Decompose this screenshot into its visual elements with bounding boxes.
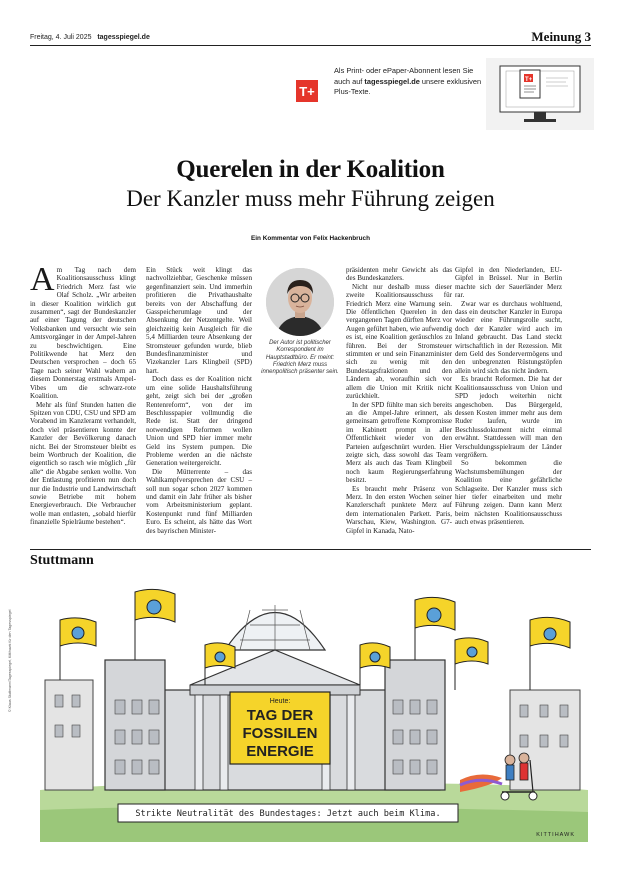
site-name[interactable]: tagesspiegel.de [97, 34, 150, 41]
paragraph: Es braucht mehr Präsenz von Merz. In den ersten Wochen seiner Kanzlerschaft punktete Merz auf dem internationalen Parkett. Paris, Warschau, Kiew, Washington. G7-Gipfel in Kanada, Nato- [346, 484, 452, 535]
paragraph: In der SPD fühlte man sich bereits an die Ampel-Jahre erinnert, als gemeinsam getroffene Kompromisse im Kabinett prompt in aller Öffentlichkeit wieder von den Parteien aufgeschnürt wurden. Hier zeigte sich, dass sowohl das Team Merz als auch das Team Klingbeil noch kaum Regierungserfahrung besitzt. [346, 400, 452, 485]
paragraph: m Tag nach dem Koalitionsausschuss klingt Friedrich Merz fast wie Olaf Scholz. „Wir arbeiten in dieser Koalition wirklich gut zusammen“, sagt der Bundeskanzler auf einer Tagung der deutschen Volksbanken und versucht wie sein Amtsvorgänger in der Ampel-Jahren zu beschwichtigen. Eine Politikwende hat Merz den Deutschen versprochen – doch 65 Tage nach seiner Wahl wabern an diesem Donnerstag erstmals Ampel-Vibes um die schwarz-rote Koalition. [30, 266, 136, 401]
paragraph: Mehr als fünf Stunden hatten die Spitzen von CDU, CSU und SPD am Vorabend im Kanzleramt verhandelt, doch viel präsentieren konnte der Kanzler der Bevölkerung danach nicht. Bei der Stromsteuer bleibt es beim Wortbruch der Koalition, die eigentlich so rasch wie möglich „für alle“ die Abgabe senken wollte. Von der Entlastung profitieren nun doch nur die Industrie und Landwirtschaft sowie Betriebe mit hohem Energieverbrauch. Die Verbraucher wolle man entlasten, „sobald hierfür finanzielle Spielräume bestehen“. [30, 400, 136, 527]
paragraph: So bekommen die Wachstumsbemühungen der Koalition eine gefährliche Schlagseite. Der Kanzler muss sich hier tiefer einarbeiten und mehr Führung zeigen. Dann kann Merz beim nächsten Koalitionsausschuss auch etwas präsentieren. [455, 459, 562, 527]
svg-text:T+: T+ [525, 77, 533, 83]
paragraph: Ein Stück weit klingt das nachvollziehbar, Geschenke müssen gegenfinanziert sein. Und immerhin profitieren die Privathaushalte bereits von der Abschaffung der Gasspeicherumlage und der Absenkung der Netzentgelte. Weil gleichzeitig kein Ausgleich für die 5,4 Milliarden teure Absenkung der Stromsteuer gefunden wurde, blieb Bundesfinanzminister und Vizekanzler Lars Klingbeil (SPD) hart. [146, 266, 252, 375]
section-rule [30, 549, 591, 550]
cartoon-section-title: Stuttmann [30, 553, 94, 568]
tplus-badge-icon: T+ [296, 80, 318, 102]
headline: Querelen in der Koalition [176, 156, 445, 183]
promo-link[interactable]: tagesspiegel.de [364, 76, 420, 86]
banner-line-1: TAG DER [246, 707, 314, 724]
cartoon-illustration [40, 580, 588, 842]
issue-date: Freitag, 4. Juli 2025 [30, 34, 92, 41]
banner-heute: Heute: [269, 698, 291, 705]
left-building [45, 680, 93, 790]
monitor-illustration-icon [486, 58, 594, 130]
drop-cap: A [30, 261, 55, 298]
section-label [531, 29, 591, 45]
banner-line-2: FOSSILEN [242, 725, 318, 742]
header-rule [30, 45, 591, 46]
image-credit: © Klaus Stuttmann/Tagesspiegel, Kittihawk für den Tagesspiegel [8, 609, 12, 712]
page-number: 3 [584, 29, 591, 44]
paragraph: Zwar war es durchaus wohltuend, dass ein deutscher Kanzler in Europa wieder eine Führungsrolle sucht, doch der Kanzler wird auch im Inland gebraucht. Das Land steckt wirtschaftlich in der Rezession. Mit dem Geld des Sondervermögens und den unbegrenzten Rüstungstöpfen allein wird sich das nicht ändern. [455, 299, 562, 375]
article-column-4 [346, 266, 452, 535]
promo-text-a: Als Print- oder ePaper-Abonnent lesen Sie auch auf [334, 66, 474, 86]
article-column-2 [146, 266, 252, 535]
paragraph: Die Mütterrente – das Wahlkampfversprechen der CSU – soll nun sogar schon 2027 kommen und damit ein Jahr früher als bisher vom Arbeitsministerium geplant. Kostenpunkt rund fünf Milliarden Euro. Es scheint, als hätte das Wort des bayrischen Minister- [146, 467, 252, 535]
paragraph: Gipfel in den Niederlanden, EU-Gipfel in Brüssel. Nur in Berlin machte sich der Sauerländer Merz rar. [455, 266, 562, 300]
section-name: Meinung [531, 29, 582, 44]
masthead-date [30, 34, 150, 41]
paragraph: Nicht nur deshalb muss dieser zweite Koalitionsausschuss für Friedrich Merz eine Warnung sein. Die öffentlichen Querelen in den vergangenen Tagen dürften Merz vor Augen geführt haben, wie aufwendig es ist, eine Koalition geräuschlos zu führen. Bei der Stromsteuer stimmten er und sein Finanzminister sich zu wenig mit den Bundestagsfraktionen und den Ländern ab, woraufhin sich vor allem die Union mit Kritik nicht zurückhielt. [346, 282, 452, 401]
byline: Ein Kommentar von Felix Hackenbruch [251, 235, 370, 242]
paragraph: Doch dass es der Koalition nicht um eine solide Haushaltsführung geht, zeigt sich bei der „großen Rentenreform“, von der im Beschlusspapier vollmundig die Rede ist. Statt der dringend notwendigen Reformen wollen Union und SPD hier immer mehr Geld ins System pumpen. Die Probleme werden an die nächste Generation weitergereicht. [146, 375, 252, 468]
article-column-1 [30, 261, 136, 527]
author-portrait-icon [266, 268, 334, 336]
author-photo [266, 268, 334, 336]
promo-text [334, 66, 484, 98]
subheadline: Der Kanzler muss mehr Führung zeigen [126, 186, 495, 211]
promo-text-c: unsere exklusiven Plus-Texte. [334, 76, 482, 96]
paragraph: Es braucht Reformen. Die hat der Koalitionsausschuss von Union und SPD jedoch weiterhin nicht angeschoben. Das Bürgergeld, dessen Kosten immer mehr aus dem Ruder laufen, wurde im Beschlussdokument nicht einmal erwähnt. Stattdessen will man den Verschuldungsspielraum der Länder vergrößern. [455, 375, 562, 459]
photo-caption: Der Autor ist politischer Korrespondent im Hauptstadtbüro. Er meint: Friedrich Merz muss innenpolitisch präsenter sein. [261, 340, 339, 376]
paragraph: präsidenten mehr Gewicht als das des Bundeskanzlers. [346, 266, 452, 283]
cartoonist-signature: KITTIHAWK [536, 832, 575, 838]
cartoon-caption: Strikte Neutralität des Bundestages: Jetzt auch beim Klima. [135, 809, 441, 819]
article-column-5 [455, 266, 562, 527]
banner-line-3: ENERGIE [246, 743, 314, 760]
